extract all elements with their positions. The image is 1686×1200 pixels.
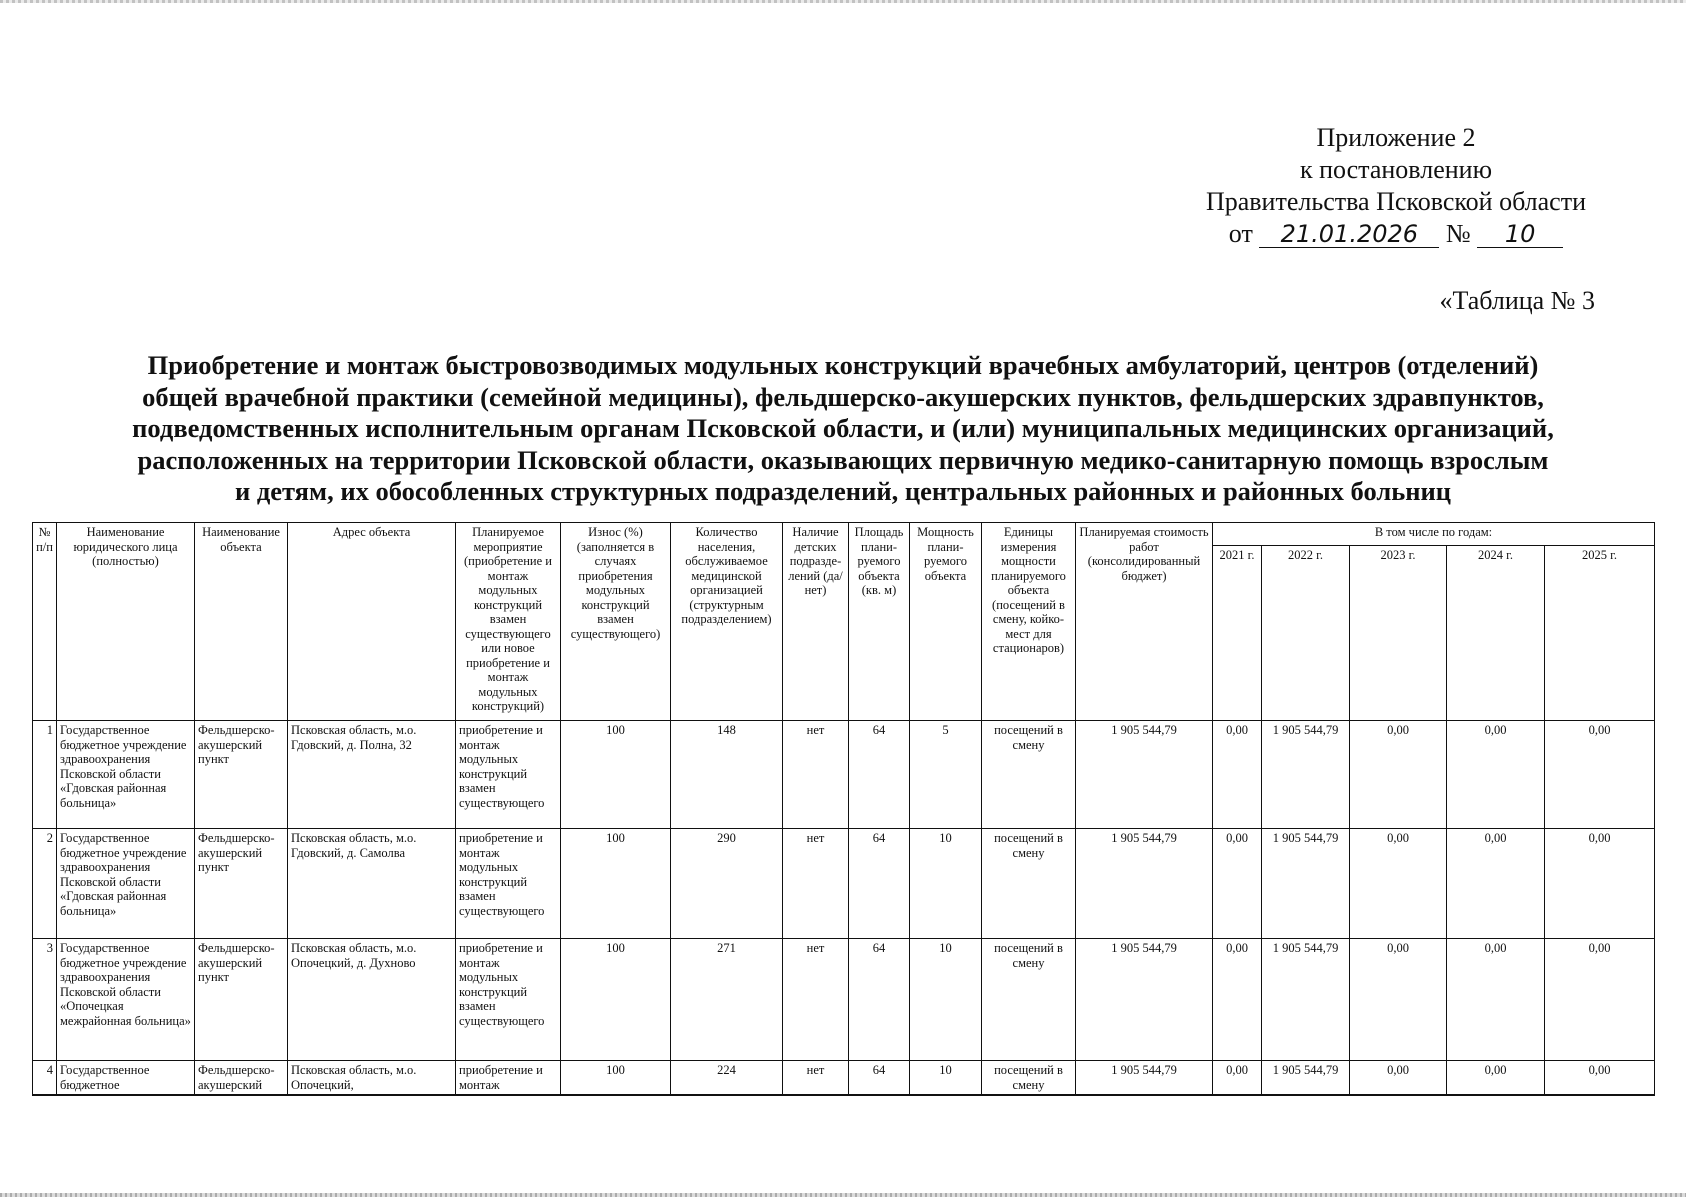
cell-object: Фельдшерско-акушерский пункт: [195, 721, 288, 829]
cell-cost: 1 905 544,79: [1076, 939, 1213, 1061]
appendix-government: Правительства Псковской области: [1205, 187, 1586, 216]
cell-year-2025: 0,00: [1545, 829, 1655, 939]
date-value: 21.01.2026: [1259, 221, 1439, 248]
cell-children: нет: [783, 829, 849, 939]
cell-number: 3: [33, 939, 57, 1061]
table-label: «Таблица № 3: [1439, 286, 1595, 315]
cell-area: 64: [849, 829, 910, 939]
cell-number: 1: [33, 721, 57, 829]
cell-event: приобретение и монтаж: [456, 1061, 561, 1096]
col-header-by-years: В том числе по годам:: [1213, 523, 1655, 546]
cell-cost: 1 905 544,79: [1076, 1061, 1213, 1096]
cell-year-2025: 0,00: [1545, 721, 1655, 829]
cell-units: посещений в смену: [982, 829, 1076, 939]
col-header-address: Адрес объекта: [288, 523, 456, 721]
cell-address: Псковская область, м.о. Гдовский, д. Полна, 32: [288, 721, 456, 829]
cell-capacity: 10: [910, 829, 982, 939]
cell-area: 64: [849, 939, 910, 1061]
cell-year-2023: 0,00: [1350, 939, 1447, 1061]
cell-year-2024: 0,00: [1447, 721, 1545, 829]
title-line: подведомственных исполнительным органам Псковской области, и (или) муниципальных медицинских организаций,: [132, 413, 1554, 443]
cell-org: Государственное бюджетное: [57, 1061, 195, 1096]
cell-year-2021: 0,00: [1213, 939, 1262, 1061]
scan-edge-bottom: [0, 1193, 1686, 1197]
cell-year-2025: 0,00: [1545, 939, 1655, 1061]
cell-units: посещений в смену: [982, 1061, 1076, 1096]
cell-year-2023: 0,00: [1350, 721, 1447, 829]
cell-org: Государственное бюджетное учреждение здравоохранения Псковской области «Гдовская районная больница»: [57, 721, 195, 829]
appendix-resolution: к постановлению: [1299, 155, 1493, 184]
cell-year-2021: 0,00: [1213, 1061, 1262, 1096]
cell-object: Фельдшерско-акушерский: [195, 1061, 288, 1096]
cell-wear: 100: [561, 829, 671, 939]
col-header-wear: Износ (%) (заполняется в случаях приобретения модульных конструкций взамен существующего): [561, 523, 671, 721]
objects-table: [32, 522, 1655, 1096]
appendix-title: Приложение 2: [1316, 123, 1476, 152]
title-line: общей врачебной практики (семейной медицины), фельдшерско-акушерских пунктов, фельдшерских здравпунктов,: [142, 381, 1544, 412]
col-header-year: 2022 г.: [1262, 546, 1350, 721]
cell-address: Псковская область, м.о. Опочецкий, д. Духново: [288, 939, 456, 1061]
cell-year-2025: 0,00: [1545, 1061, 1655, 1096]
cell-population: 224: [671, 1061, 783, 1096]
title-line: и детям, их обособленных структурных подразделений, центральных районных и районных больниц: [234, 476, 1452, 506]
cell-org: Государственное бюджетное учреждение здравоохранения Псковской области «Гдовская районная больница»: [57, 829, 195, 939]
col-header-event: Планируемое мероприятие (приобретение и монтаж модульных конструкций взамен существующего или новое приобретение и монтаж модульных конструкций): [456, 523, 561, 721]
cell-cost: 1 905 544,79: [1076, 721, 1213, 829]
col-header-units: Единицы измерения мощности планируемого объекта (посещений в смену, койко-мест для стационаров): [982, 523, 1076, 721]
cell-area: 64: [849, 1061, 910, 1096]
number-value: 10: [1477, 221, 1563, 248]
col-header-object: Наименование объекта: [195, 523, 288, 721]
table-header-row: [33, 523, 1655, 546]
cell-number: 2: [33, 829, 57, 939]
cell-population: 290: [671, 829, 783, 939]
cell-org: Государственное бюджетное учреждение здравоохранения Псковской области «Опочецкая межрайонная больница»: [57, 939, 195, 1061]
title-line: Приобретение и монтаж быстровозводимых модульных конструкций врачебных амбулаторий, центров (отделений): [147, 350, 1539, 380]
appendix-date-line: [1206, 218, 1586, 250]
cell-event: приобретение и монтаж модульных конструкций взамен существующего: [456, 939, 561, 1061]
cell-year-2022: 1 905 544,79: [1262, 1061, 1350, 1096]
cell-capacity: 10: [910, 1061, 982, 1096]
cell-children: нет: [783, 939, 849, 1061]
table-row: [33, 939, 1655, 1061]
cell-wear: 100: [561, 939, 671, 1061]
cell-year-2022: 1 905 544,79: [1262, 829, 1350, 939]
col-header-year: 2023 г.: [1350, 546, 1447, 721]
appendix-header: [1206, 122, 1586, 250]
cell-population: 148: [671, 721, 783, 829]
col-header-area: Площадь плани-руемого объекта (кв. м): [849, 523, 910, 721]
col-header-number: № п/п: [33, 523, 57, 721]
col-header-org: Наименование юридического лица (полностью): [57, 523, 195, 721]
cell-address: Псковская область, м.о. Опочецкий,: [288, 1061, 456, 1096]
table-row: [33, 1061, 1655, 1096]
cell-year-2024: 0,00: [1447, 939, 1545, 1061]
cell-year-2022: 1 905 544,79: [1262, 939, 1350, 1061]
col-header-capacity: Мощность плани-руемого объекта: [910, 523, 982, 721]
cell-object: Фельдшерско-акушерский пункт: [195, 829, 288, 939]
scan-edge-top: [0, 0, 1686, 3]
col-header-year: 2025 г.: [1545, 546, 1655, 721]
cell-children: нет: [783, 721, 849, 829]
cell-capacity: 5: [910, 721, 982, 829]
cell-year-2024: 0,00: [1447, 829, 1545, 939]
cell-children: нет: [783, 1061, 849, 1096]
cell-event: приобретение и монтаж модульных конструкций взамен существующего: [456, 829, 561, 939]
cell-units: посещений в смену: [982, 939, 1076, 1061]
col-header-cost: Планируемая стоимость работ (консолидированный бюджет): [1076, 523, 1213, 721]
cell-year-2021: 0,00: [1213, 721, 1262, 829]
cell-wear: 100: [561, 721, 671, 829]
cell-capacity: 10: [910, 939, 982, 1061]
cell-year-2022: 1 905 544,79: [1262, 721, 1350, 829]
cell-units: посещений в смену: [982, 721, 1076, 829]
cell-address: Псковская область, м.о. Гдовский, д. Самолва: [288, 829, 456, 939]
date-prefix: от: [1228, 219, 1253, 248]
col-header-children: Наличие детских подразде-лений (да/нет): [783, 523, 849, 721]
cell-cost: 1 905 544,79: [1076, 829, 1213, 939]
document-title: [28, 350, 1658, 508]
col-header-year: 2024 г.: [1447, 546, 1545, 721]
cell-event: приобретение и монтаж модульных конструкций взамен существующего: [456, 721, 561, 829]
cell-area: 64: [849, 721, 910, 829]
title-line: расположенных на территории Псковской области, оказывающих первичную медико-санитарную помощь взрослым: [137, 444, 1549, 475]
cell-year-2023: 0,00: [1350, 829, 1447, 939]
cell-wear: 100: [561, 1061, 671, 1096]
cell-year-2021: 0,00: [1213, 829, 1262, 939]
col-header-year: 2021 г.: [1213, 546, 1262, 721]
cell-population: 271: [671, 939, 783, 1061]
table-row: [33, 829, 1655, 939]
cell-year-2024: 0,00: [1447, 1061, 1545, 1096]
col-header-population: Количество населения, обслуживаемое медицинской организацией (структурным подразделением): [671, 523, 783, 721]
cell-object: Фельдшерско-акушерский пункт: [195, 939, 288, 1061]
cell-number: 4: [33, 1061, 57, 1096]
cell-year-2023: 0,00: [1350, 1061, 1447, 1096]
table-row: [33, 721, 1655, 829]
number-label: №: [1445, 219, 1471, 248]
